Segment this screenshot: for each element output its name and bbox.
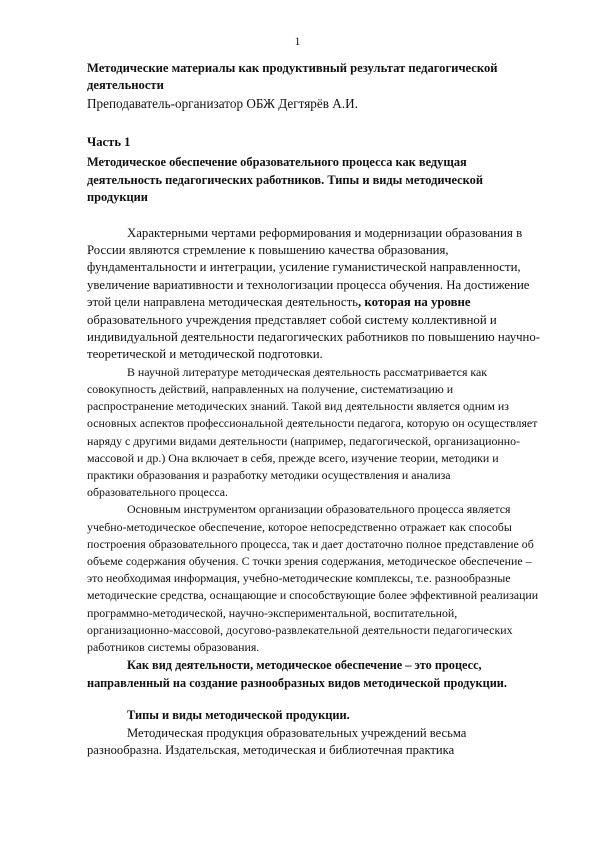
part-label: Часть 1 — [87, 135, 131, 149]
paragraph-1-text-a: Характерными чертами реформирования и модернизации образования в России являются стремление к повышению качества образования, фундаментальности и интеграции, усиление гуманистической направленности, увеличение вариативности и технологизации процесса обучения. На достижение этой цели направлена методическая деятельность — [87, 225, 530, 310]
document-title: Методические материалы как продуктивный результат педагогической деятельности — [87, 61, 498, 92]
paragraph-2: В научной литературе методическая деятельность рассматривается как совокупность действий, направленных на получение, систематизацию и распространение методических знаний. Такой вид деятельности является одним из основных аспектов профессиональной деятельности педагога, которую он осуществляет наряду с другими видами деятельности (например, педагогической, организационно-массовой и др.) Она включает в себя, прежде всего, изучение теории, методики и практики образования и разработку методики осуществления и анализа образовательного процесса. — [87, 364, 538, 500]
page-number: 1 — [294, 36, 301, 48]
part-title: Методическое обеспечение образовательного процесса как ведущая деятельность педагогических работников. Типы и виды методической продукции — [87, 155, 483, 204]
section-subheading: Типы и виды методической продукции. — [127, 708, 350, 723]
paragraph-1-text-c: образовательного учреждения представляет собой систему коллективной и индивидуальной деятельности педагогических работников по повышению научно-теоретической и методической подготовки. — [87, 312, 541, 362]
document-body — [87, 60, 542, 760]
paragraph-3 — [87, 501, 542, 656]
paragraph-1 — [87, 225, 542, 364]
author-line: Преподаватель-организатор ОБЖ Дегтярёв А.И. — [87, 96, 358, 111]
paragraph-3-text-a: Основным инструментом организации образовательного процесса является учебно-методическое обеспечение, которое непосредственно отражает как способы построения образовательного процесса, так и дает достаточно полное представление об объеме содержания обучения. — [87, 502, 534, 568]
paragraph-3-text-b: С точки зрения содержания, методическое обеспечение – это необходимая информация, учебно-методические комплексы, т.е. разнообразные методические средства, оснащающие и способствующие более эффективной реализации программно-методической, научно-экспериментальной, воспитательной, организационно-массовой, досугово-развлекательной деятельности педагогических работников системы образования. — [87, 553, 539, 654]
paragraph-1-text-b: , которая на уровне — [358, 295, 471, 310]
paragraph-5: Методическая продукция образовательных учреждений весьма разнообразна. Издательская, методическая и библиотечная практика — [87, 726, 467, 758]
paragraph-4: Как вид деятельности, методическое обеспечение – это процесс, направленный на создание разнообразных видов методической продукции. — [87, 658, 507, 690]
